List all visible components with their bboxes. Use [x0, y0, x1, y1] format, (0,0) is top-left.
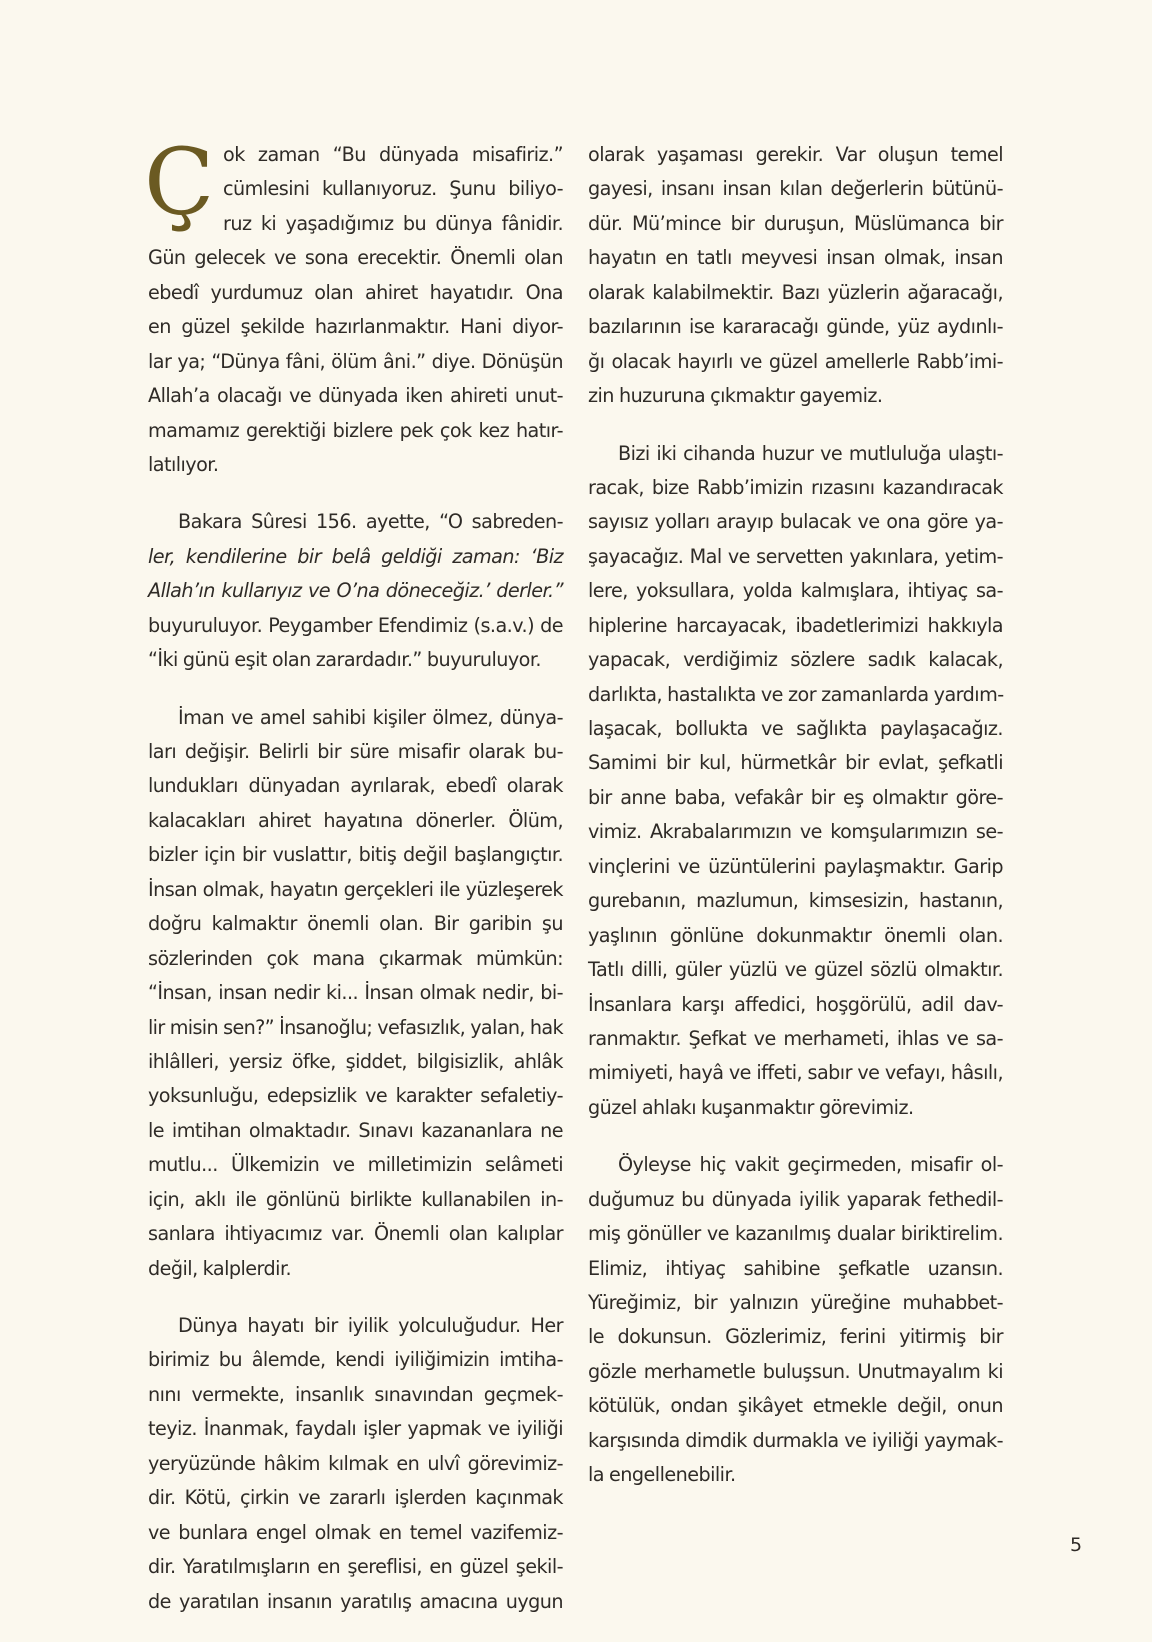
text-line: ihlâlleri, yersiz öfke, şiddet, bilgisizlik, ahlâk [148, 1049, 563, 1073]
text-line: lundukları dünyadan ayrılarak, ebedî olarak [148, 774, 563, 798]
text-line: gözle merhametle buluşsun. Unutmayalım ki [588, 1359, 1003, 1383]
text-line: yeryüzünde hâkim kılmak en ulvî görevimiz- [148, 1451, 563, 1475]
text-line: lir misin sen?” İnsanoğlu; vefasızlık, yalan, hak [148, 1015, 563, 1039]
text-line: Dünya hayatı bir iyilik yolculuğudur. Her [178, 1314, 563, 1337]
text-line: ok zaman “Bu dünyada misafiriz.” [223, 143, 563, 166]
text-line: buyuruluyor. Peygamber Efendimiz (s.a.v.) de [148, 613, 563, 637]
text-line: güzel ahlakı kuşanmaktır görevimiz. [588, 1095, 914, 1119]
text-line: vimiz. Akrabalarımızın ve komşularımızın se- [588, 820, 1003, 844]
text-line: birimiz bu âlemde, kendi iyiliğimizin imtiha- [148, 1348, 563, 1372]
text-line: İnsanlara karşı affedici, hoşgörülü, adil dav- [588, 992, 1003, 1016]
text-line: kötülük, ondan şikâyet etmekle değil, onun [588, 1394, 1003, 1418]
paragraph-4 [148, 1309, 563, 1619]
text-line: la engellenebilir. [588, 1463, 736, 1487]
text-line: bizler için bir vuslattır, bitiş değil başlangıçtır. [148, 843, 563, 867]
text-line: le imtihan olmaktadır. Sınavı kazananlara ne [148, 1118, 563, 1142]
text-line: olarak kalabilmektir. Bazı yüzlerin ağaracağı, [588, 280, 1003, 304]
text-line: yoksunluğu, edepsizlik ve karakter sefaletiy- [148, 1084, 563, 1108]
text-line: hiplerine harcayacak, ibadetlerimizi hakkıyla [588, 613, 1003, 637]
text-line: Gün gelecek ve sona erecektir. Önemli olan [148, 246, 563, 270]
drop-cap: Ç [144, 129, 215, 236]
text-line: ğı olacak hayırlı ve güzel amellerle Rabb’imi- [588, 349, 1003, 373]
text-line: Allah’a olacağı ve dünyada iken ahireti unut- [148, 384, 563, 408]
text-line: bazılarının ise kararacağı günde, yüz aydınlı- [588, 315, 1003, 339]
text-line: racak, bize Rabb’imizin rızasını kazandıracak [588, 475, 1003, 499]
text-line: olarak yaşaması gerekir. Var oluşun temel [588, 143, 1003, 166]
text-line: de yaratılan insanın yaratılış amacına uygun [148, 1589, 563, 1613]
text-line: yaşlının gönlüne dokunmaktır önemli olan. [588, 923, 1003, 947]
text-line: le dokunsun. Gözlerimiz, ferini yitirmiş bir [588, 1325, 1003, 1349]
text-line: dir. Yaratılmışların en şereflisi, en güzel şekil- [148, 1555, 563, 1579]
text-line: Samimi bir kul, hürmetkâr bir evlat, şefkatli [588, 751, 1003, 775]
text-line: kalacakları ahiret hayatına dönerler. Ölüm, [148, 808, 563, 832]
text-line: karşısında dimdik durmakla ve iyiliği yaymak- [588, 1428, 1003, 1452]
text-line: duğumuz bu dünyada iyilik yaparak fethedil- [588, 1187, 1003, 1211]
text-line: dir. Kötü, çirkin ve zararlı işlerden kaçınmak [148, 1486, 563, 1510]
text-line: Elimiz, ihtiyaç sahibine şefkatle uzansın. [588, 1256, 1003, 1280]
text-line: lar ya; “Dünya fâni, ölüm âni.” diye. Dönüşün [148, 349, 563, 373]
text-line: Öyleyse hiç vakit geçirmeden, misafir ol- [618, 1153, 1003, 1177]
text-line: dür. Mü’mince bir duruşun, Müslümanca bir [588, 211, 1003, 235]
text-line: Bizi iki cihanda huzur ve mutluluğa ulaştı- [618, 441, 1003, 465]
text-line: miş gönüller ve kazanılmış dualar biriktirelim. [588, 1222, 1003, 1246]
text-line: şayacağız. Mal ve servetten yakınlara, yetim- [588, 544, 1003, 568]
text-line: hayatın en tatlı meyvesi insan olmak, insan [588, 246, 1003, 270]
text-line: “İki günü eşit olan zarardadır.” buyuruluyor. [148, 648, 541, 672]
paragraph-5 [588, 138, 1003, 414]
text-line: darlıkta, hastalıkta ve zor zamanlarda yardım- [588, 682, 1004, 706]
text-line: Bakara Sûresi 156. ayette, “O sabreden- [178, 510, 563, 534]
text-line: sayısız yolları arayıp bulacak ve ona göre ya- [588, 510, 1003, 534]
paragraph-3 [148, 701, 563, 1286]
text-line: en güzel şekilde hazırlanmaktır. Hani diyor- [148, 315, 563, 339]
text-line: için, aklı ile gönlünü birlikte kullanabilen in- [148, 1187, 563, 1211]
text-line: latılıyor. [148, 452, 219, 476]
page-number: 5 [1070, 1534, 1083, 1556]
text-line: “İnsan, insan nedir ki... İnsan olmak nedir, bi- [148, 981, 563, 1005]
text-line: Allah’ın kullarıyız ve O’na döneceğiz.’ derler.” [148, 579, 563, 603]
text-line: nını vermekte, insanlık sınavından geçmek- [148, 1382, 563, 1406]
text-line: ları değişir. Belirli bir süre misafir olarak bu- [148, 740, 563, 763]
text-line: mutlu... Ülkemizin ve milletimizin selâmeti [148, 1153, 563, 1177]
text-line: bir anne baba, vefakâr bir eş olmaktır göre- [588, 785, 1003, 809]
text-line: vinçlerini ve üzüntülerini paylaşmaktır. Garip [588, 854, 1003, 878]
paragraph-6 [588, 437, 1003, 1126]
text-line: doğru kalmaktır önemli olan. Bir garibin şu [148, 912, 563, 936]
text-line: mimiyeti, hayâ ve iffeti, sabır ve vefayı, hâsılı, [588, 1061, 1003, 1085]
text-line: lere, yoksullara, yolda kalmışlara, ihtiyaç sa- [588, 579, 1003, 603]
text-line: gayesi, insanı insan kılan değerlerin bütünü- [588, 177, 1003, 201]
text-line: zin huzuruna çıkmaktır gayemiz. [588, 384, 883, 408]
text-line: cümlesini kullanıyoruz. Şunu biliyo- [223, 177, 563, 201]
paragraph-7 [588, 1148, 1003, 1492]
text-line: ler, kendilerine bir belâ geldiği zaman: ‘Biz [148, 544, 563, 568]
text-line: İman ve amel sahibi kişiler ölmez, dünya- [178, 705, 563, 729]
text-line: ranmaktır. Şefkat ve merhameti, ihlas ve sa- [588, 1026, 1003, 1050]
text-line: gurebanın, mazlumun, kimsesizin, hastanın, [588, 889, 1003, 913]
left-column [144, 129, 563, 1642]
text-line: Yüreğimiz, bir yalnızın yüreğine muhabbet- [588, 1291, 1003, 1314]
paragraph-2 [148, 505, 563, 677]
text-line: ebedî yurdumuz olan ahiret hayatıdır. Ona [148, 280, 563, 304]
text-line: değil, kalplerdir. [148, 1256, 292, 1280]
text-line: mamamız gerektiği bizlere pek çok kez hatır- [148, 418, 563, 442]
text-line: teyiz. İnanmak, faydalı işler yapmak ve iyiliği [148, 1417, 563, 1441]
right-column [588, 138, 1003, 1516]
text-line: ve bunlara engel olmak en temel vazifemiz- [148, 1520, 563, 1544]
text-line: İnsan olmak, hayatın gerçekleri ile yüzleşerek [148, 877, 563, 901]
text-line: sözlerinden çok mana çıkarmak mümkün: [148, 946, 563, 970]
text-line: sanlara ihtiyacımız var. Önemli olan kalıplar [148, 1222, 563, 1246]
text-line: Tatlı dilli, güler yüzlü ve güzel sözlü olmaktır. [588, 958, 1003, 982]
text-line: laşacak, bollukta ve sağlıkta paylaşacağız. [588, 717, 1003, 740]
text-line: yapacak, verdiğimiz sözlere sadık kalacak, [588, 648, 1003, 672]
text-line: ruz ki yaşadığımız bu dünya fânidir. [223, 211, 563, 235]
